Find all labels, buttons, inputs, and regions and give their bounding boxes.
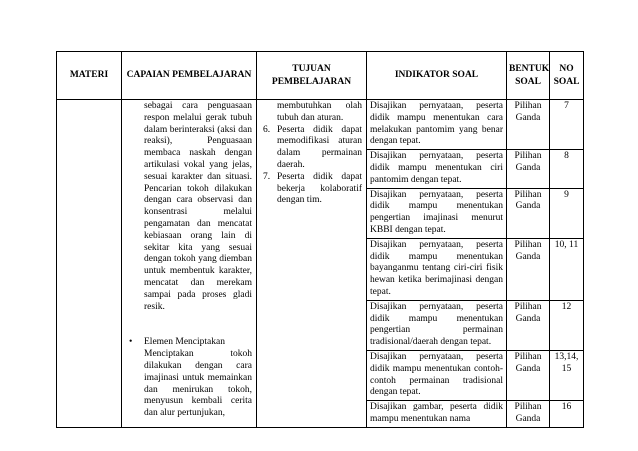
bentuk-cell: Pilihan Ganda — [507, 238, 550, 300]
no-cell: 13,14, 15 — [550, 350, 584, 400]
list-item: 7. Peserta didik dapat bekerja kolaboratif dengan tim. — [263, 171, 362, 206]
bentuk-cell: Pilihan Ganda — [507, 300, 550, 350]
capaian-bullet-title: Elemen Menciptakan — [144, 337, 225, 348]
indikator-cell: Disajikan pernyataan, peserta didik mampu menentukan contoh-contoh permainan tradisional dengan tepat. — [367, 350, 507, 400]
capaian-cell — [122, 100, 257, 428]
indikator-cell: Disajikan gambar, peserta didik mampu menentukan nama — [367, 401, 507, 428]
bullet-icon: • — [129, 337, 133, 348]
indikator-cell: Disajikan pernyataan, peserta didik mampu menentukan ciri pantomim dengan tepat. — [367, 150, 507, 188]
header-no: NO SOAL — [550, 52, 584, 100]
no-cell: 16 — [550, 401, 584, 428]
indikator-cell: Disajikan pernyataan, peserta didik mampu menentukan pengertian imajinasi menurut KBBI dengan tepat. — [367, 188, 507, 238]
header-materi: MATERI — [57, 52, 122, 100]
indikator-cell: Disajikan pernyataan, peserta didik mampu menentukan pengertian permainan tradisional/daerah dengan tepat. — [367, 300, 507, 350]
kisi-kisi-table — [56, 51, 584, 428]
bentuk-cell: Pilihan Ganda — [507, 401, 550, 428]
tujuan-cell — [257, 100, 367, 428]
bentuk-cell: Pilihan Ganda — [507, 188, 550, 238]
capaian-bullet — [129, 337, 252, 349]
no-cell: 12 — [550, 300, 584, 350]
capaian-bullet-text: Menciptakan tokoh dilakukan dengan cara imajinasi untuk memainkan dan menirukan tokoh, menyusun kembali cerita dan alur pertunjukan, — [144, 349, 252, 419]
header-indikator: INDIKATOR SOAL — [367, 52, 507, 100]
tujuan-lead: membutuhkan olah tubuh dan aturan. — [277, 101, 362, 123]
bentuk-cell: Pilihan Ganda — [507, 350, 550, 400]
header-capaian: CAPAIAN PEMBELAJARAN — [122, 52, 257, 100]
capaian-text: sebagai cara penguasaan respon melalui gerak tubuh dalam berinteraksi (aksi dan reaksi), Penguasaan membaca naskah dengan artikulasi vokal yang jelas, sesuai karakter dan situasi. Pencarian tokoh dilakukan dengan cara observasi dan konsentrasi melalui pengamatan dan mencatat kebiasaan orang lain di sekitar kita yang sesuai dengan tokoh yang diemban untuk membentuk karakter, mencatat dan merekam sampai pada proses gladi resik. — [144, 101, 252, 312]
header-tujuan: TUJUAN PEMBELAJARAN — [257, 52, 367, 100]
list-item: 6. Peserta didik dapat memodifikasi aturan dalam permainan daerah. — [263, 124, 362, 170]
no-cell: 8 — [550, 150, 584, 188]
materi-cell — [57, 100, 122, 428]
bentuk-cell: Pilihan Ganda — [507, 100, 550, 150]
no-cell: 9 — [550, 188, 584, 238]
no-cell: 7 — [550, 100, 584, 150]
indikator-cell: Disajikan pernyataan, peserta didik mampu menentukan bayanganmu tentang ciri-ciri fisik hewan ketika berimajinasi dengan tepat. — [367, 238, 507, 300]
no-cell: 10, 11 — [550, 238, 584, 300]
header-bentuk: BENTUK SOAL — [507, 52, 550, 100]
bentuk-cell: Pilihan Ganda — [507, 150, 550, 188]
table-row — [57, 100, 584, 150]
indikator-cell: Disajikan pernyataan, peserta didik mampu menentukan cara melakukan pantomim yang benar dengan tepat. — [367, 100, 507, 150]
tujuan-list — [263, 125, 362, 208]
header-row — [57, 52, 584, 100]
